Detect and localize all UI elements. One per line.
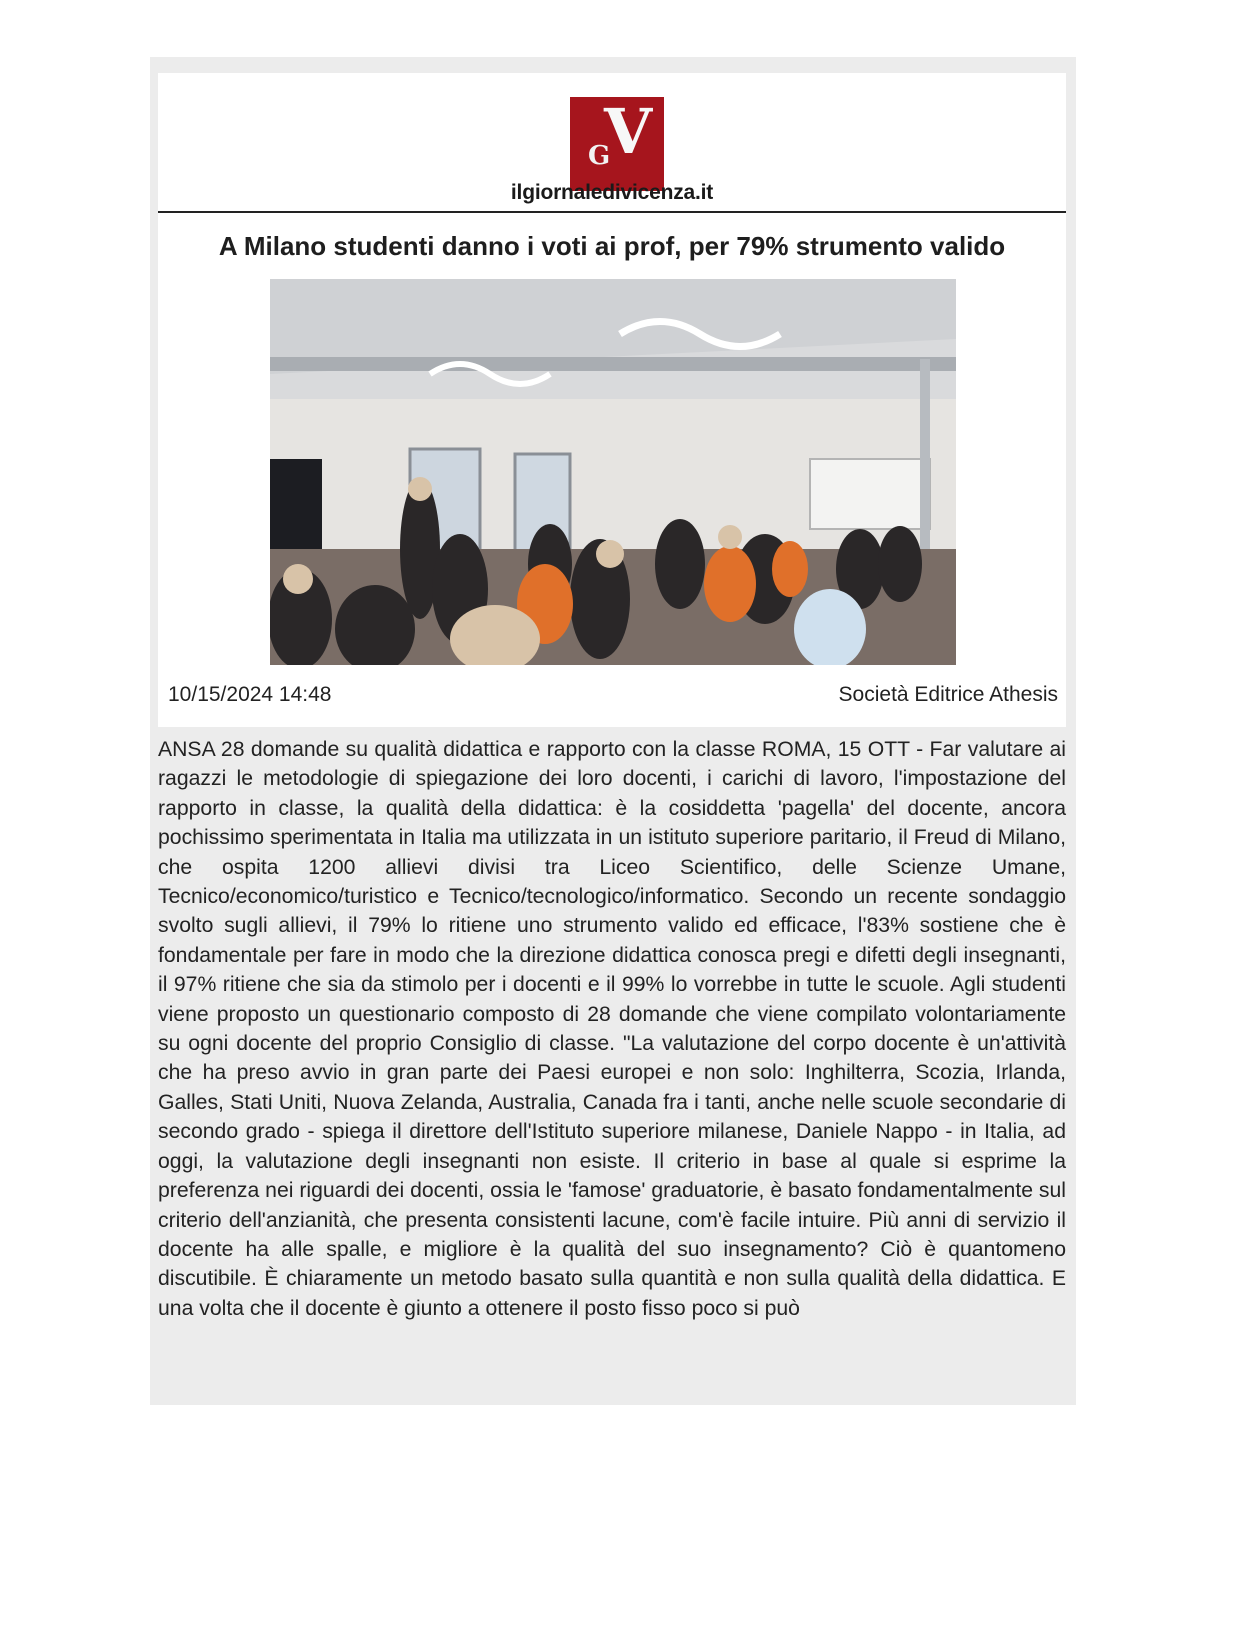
article-body: ANSA 28 domande su qualità didattica e rapporto con la classe ROMA, 15 OTT - Far valutare ai ragazzi le metodologie di spiegazione dei loro docenti, i carichi di lavoro, l'impostazione del rapporto in classe, la qualità della didattica: è la cosiddetta 'pagella' del docente, ancora pochissimo sperimentata in Italia ma utilizzata in un istituto superiore paritario, il Freud di Milano, che ospita 1200 allievi divisi tra Liceo Scientifico, delle Scienze Umane, Tecnico/economico/turistico e Tecnico/tecnologico/informatico. Secondo un recente sondaggio svolto sugli allievi, il 79% lo ritiene uno strumento valido ed efficace, l'83% sostiene che è fondamentale per fare in modo che la direzione didattica conosca pregi e difetti degli insegnanti, il 97% ritiene che sia da stimolo per i docenti e il 99% lo vorrebbe in tutte le scuole. Agli studenti viene proposto un questionario composto di 28 domande che viene compilato volontariamente su ogni docente del proprio Consiglio di classe. "La valutazione del corpo docente è un'attività che ha preso avvio in gran parte dei Paesi europei e non solo: Inghilterra, Scozia, Irlanda, Galles, Stati Uniti, Nuova Zelanda, Australia, Canada fra i tanti, anche nelle scuole secondarie di secondo grado - spiega il direttore dell'Istituto superiore milanese, Daniele Nappo - in Italia, ad oggi, la valutazione degli insegnanti non esiste. Il criterio in base al quale si esprime la preferenza nei riguardi dei docenti, ossia le 'famose' graduatorie, è basato fondamentalmente sul criterio dell'anzianità, che presenta consistenti lacune, com'è facile intuire. Più anni di servizio il docente ha alle spalle, e migliore è la qualità del suo insegnamento? Ciò è quantomeno discutibile. È chiaramente un metodo basato sulla quantità e non sulla qualità della didattica. E una volta che il docente è giunto a ottenere il posto fisso poco si può	[158, 738, 1066, 1320]
publish-date: 10/15/2024 14:48	[168, 683, 332, 706]
newspaper-logo-icon	[570, 97, 664, 191]
article-headline: A Milano studenti danno i voti ai prof, per 79% strumento valido	[218, 231, 1006, 261]
logo-letter-v: V	[604, 95, 653, 168]
site-name: ilgiornaledivicenza.it	[510, 181, 714, 204]
publisher-name: Società Editrice Athesis	[838, 683, 1058, 706]
article-header-card	[158, 73, 1066, 727]
masthead	[158, 97, 1066, 212]
classroom-photo-icon	[270, 279, 956, 665]
logo-letter-g: G	[588, 141, 611, 171]
masthead-divider	[158, 211, 1066, 213]
document-page	[150, 57, 1076, 1405]
